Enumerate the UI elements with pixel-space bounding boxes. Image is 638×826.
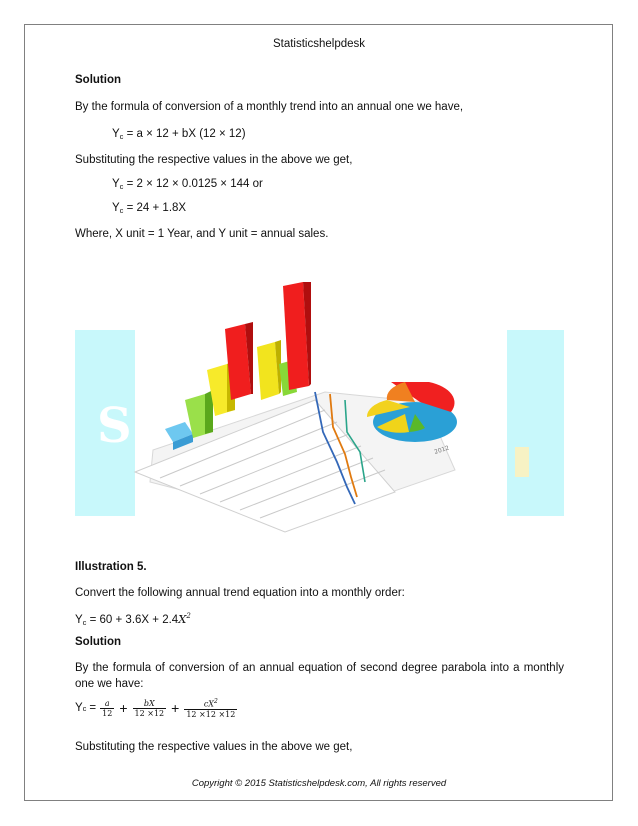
illustration-task: Convert the following annual trend equation into a monthly order:	[75, 587, 405, 599]
equation-result: $Y_c = 24 + 1.8X$	[112, 202, 187, 215]
fraction-term-3: $\frac{cX^2}{12 \times 12 \times 12}$	[186, 698, 236, 719]
fraction-term-2: $\frac{bX}{12 \times 12}$	[134, 698, 165, 718]
svg-text:2012: 2012	[433, 444, 451, 456]
equation-annual-formula: $Y_c = a \times 12$ + bX (12 × 12)	[112, 128, 246, 141]
equation-substituted: $Y_c = 2 \times 12 \times 0.0125 \times 144$ or	[112, 178, 263, 191]
chart-illustration	[75, 282, 564, 550]
watermark-letter: S	[97, 398, 132, 454]
conversion-intro: By the formula of conversion of a monthly trend into an annual one we have,	[75, 101, 464, 113]
illustration-heading: Illustration 5.	[75, 561, 147, 573]
watermark-band-right	[507, 330, 564, 516]
chart-illustration-graphic	[75, 282, 564, 550]
units-definition: Where, X unit = 1 Year, and Y unit = annual sales.	[75, 228, 329, 240]
page-header: Statisticshelpdesk	[272, 38, 366, 50]
parabola-conversion-text: By the formula of conversion of an annual equation of second degree parabola into a monthly one we have:	[75, 662, 564, 690]
annual-trend-equation: $Y_c = 60 + 3.6X + 2.4X^2$	[75, 612, 191, 627]
solution-heading: Solution	[75, 74, 121, 86]
monthly-conversion-formula: Y c = $\frac{a}{12}$ + $\frac{bX}{12 \times 12}$ + $\frac{cX^2}{12 \times 12 \times 12}$	[75, 698, 236, 719]
solution2-heading: Solution	[75, 636, 121, 648]
pie-chart-3d	[367, 382, 457, 442]
fraction-term-1: $\frac{a}{12}$	[102, 698, 113, 718]
substituting-text-2: Substituting the respective values in the above we get,	[75, 741, 353, 753]
substituting-text: Substituting the respective values in the above we get,	[75, 154, 353, 166]
page-footer: Copyright © 2015 Statisticshelpdesk.com, All rights reserved	[191, 778, 447, 789]
